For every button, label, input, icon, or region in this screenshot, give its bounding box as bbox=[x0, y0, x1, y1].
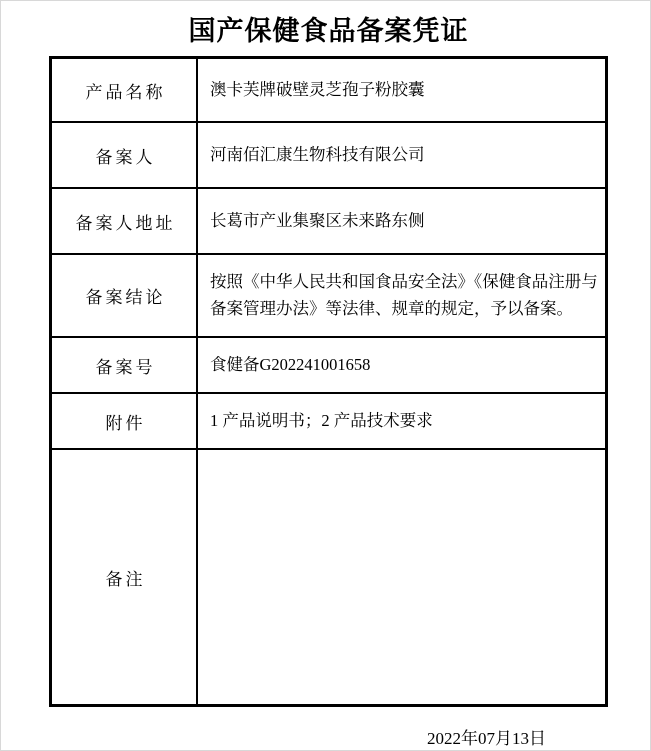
row-label-registrant: 备案人 bbox=[52, 123, 198, 187]
table-row-registrant bbox=[52, 123, 605, 189]
row-label-product-name: 产品名称 bbox=[52, 59, 198, 121]
row-value-remarks bbox=[198, 450, 605, 704]
table-row-remarks bbox=[52, 450, 605, 704]
table-row-registrant-address bbox=[52, 189, 605, 255]
row-value-attachments: 1 产品说明书；2 产品技术要求 bbox=[210, 410, 433, 430]
row-label-filing-number: 备案号 bbox=[52, 338, 198, 392]
table-row-product-name bbox=[52, 59, 605, 123]
row-label-remarks: 备注 bbox=[52, 450, 198, 704]
table-row-filing-number bbox=[52, 338, 605, 394]
certificate-table bbox=[49, 56, 608, 707]
row-value-product-name: 澳卡芙牌破壁灵芝孢子粉胶囊 bbox=[210, 79, 425, 99]
table-row-filing-conclusion bbox=[52, 255, 605, 338]
certificate-title: 国产保健食品备案凭证 bbox=[188, 16, 469, 46]
issue-date: 2022年07月13日 bbox=[427, 729, 546, 748]
row-label-registrant-address: 备案人地址 bbox=[52, 189, 198, 253]
table-row-attachments bbox=[52, 394, 605, 450]
row-label-attachments: 附件 bbox=[52, 394, 198, 448]
row-value-filing-number: 食健备G202241001658 bbox=[210, 354, 371, 374]
row-value-registrant: 河南佰汇康生物科技有限公司 bbox=[210, 144, 425, 164]
row-label-filing-conclusion: 备案结论 bbox=[52, 255, 198, 336]
row-value-registrant-address: 长葛市产业集聚区未来路东侧 bbox=[210, 210, 425, 230]
row-value-filing-conclusion: 按照《中华人民共和国食品安全法》《保健食品注册与备案管理办法》等法律、规章的规定，予以备案。 bbox=[210, 272, 598, 318]
